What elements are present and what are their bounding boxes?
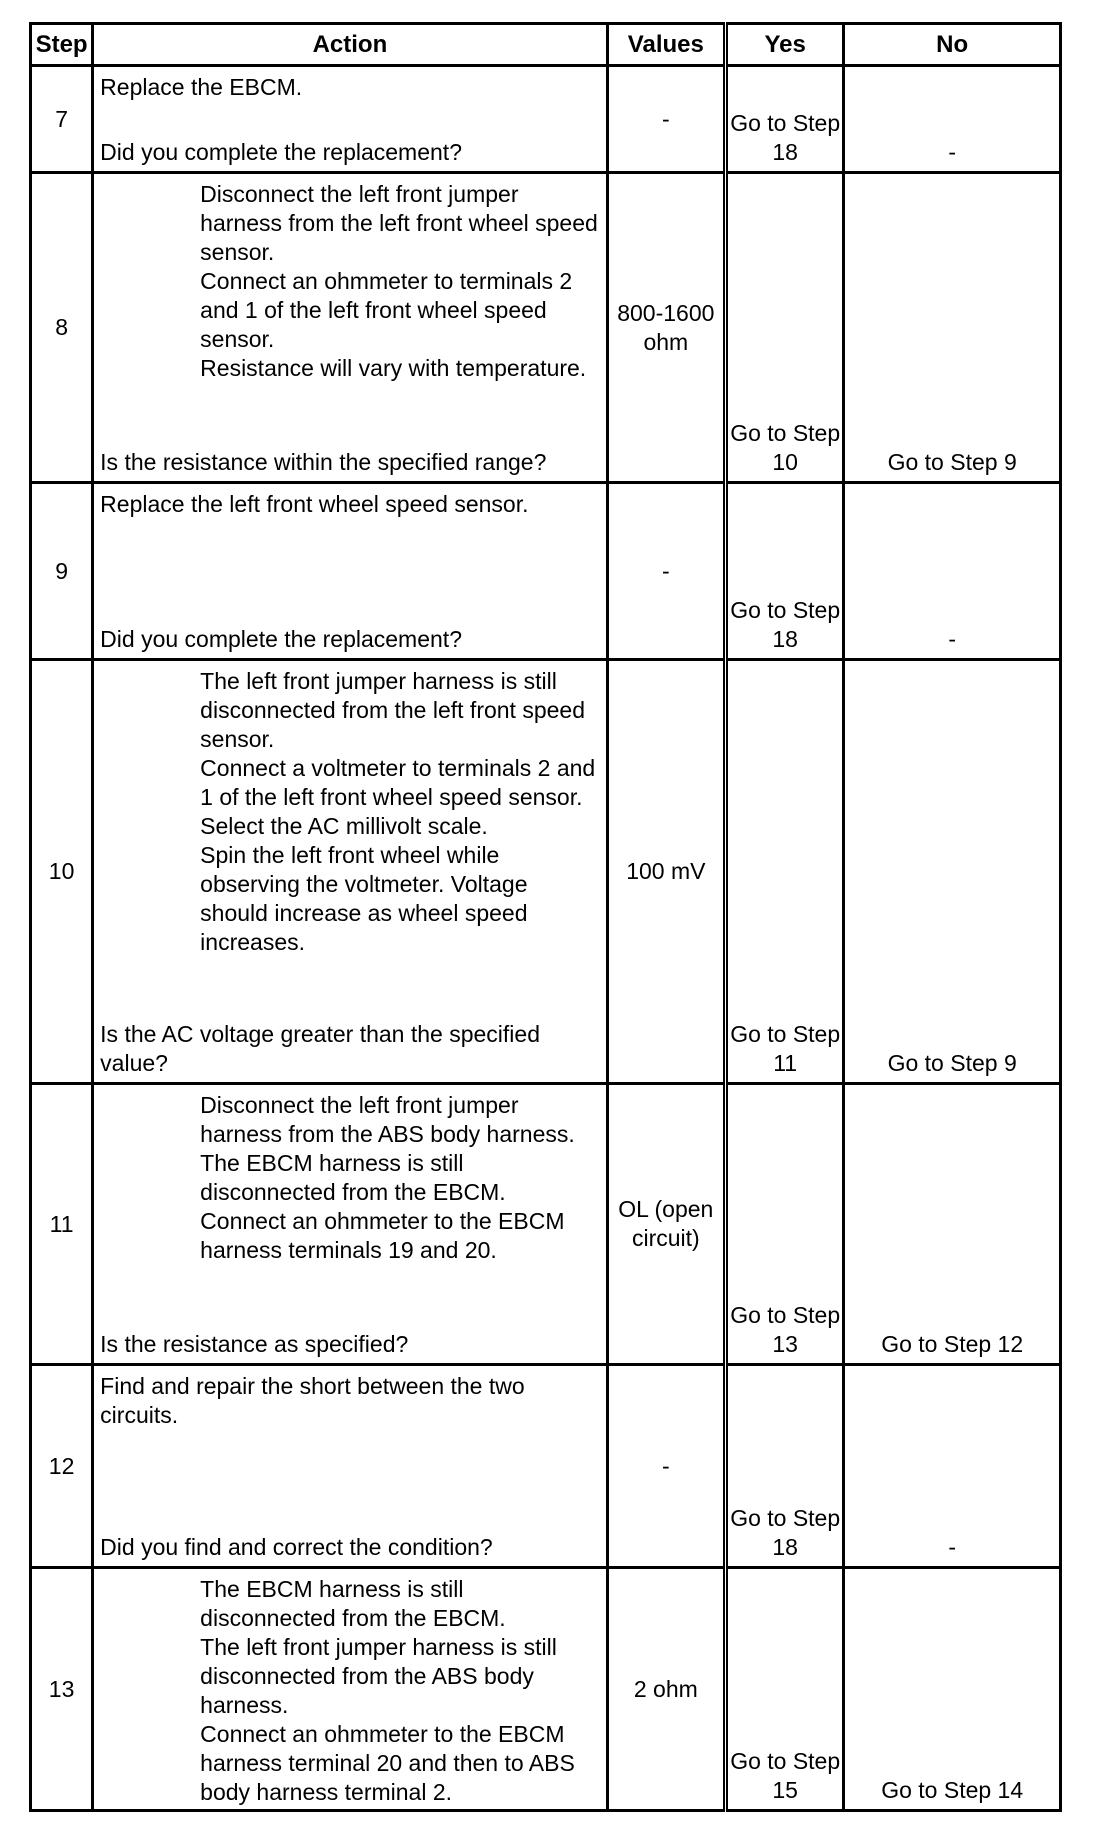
table-row [31, 1365, 1061, 1568]
action-instructions [100, 180, 599, 383]
step-number: 7 [31, 66, 93, 173]
action-cell [93, 173, 607, 483]
action-cell [93, 66, 607, 173]
yes-cell: Go to Step 15 [726, 1568, 844, 1811]
no-cell: Go to Step 14 [844, 1568, 1061, 1811]
diagnostic-table [29, 22, 1062, 1812]
action-question: Did you complete the replacement? [100, 139, 462, 165]
values-cell: OL (open circuit) [607, 1084, 725, 1365]
step-number: 13 [31, 1568, 93, 1811]
table-row [31, 660, 1061, 1084]
step-number: 11 [31, 1084, 93, 1365]
action-instructions [100, 73, 599, 102]
table-row [31, 1568, 1061, 1811]
action-cell [93, 483, 607, 660]
action-line: Resistance will vary with temperature. [200, 355, 587, 381]
action-line: The EBCM harness is still disconnected from the EBCM. [200, 1576, 506, 1631]
action-instructions [100, 1575, 599, 1807]
action-instructions [100, 667, 599, 957]
no-cell: Go to Step 9 [844, 173, 1061, 483]
action-question: Is the AC voltage greater than the specified value? [100, 1021, 541, 1076]
no-cell: Go to Step 12 [844, 1084, 1061, 1365]
no-cell: Go to Step 9 [844, 660, 1061, 1084]
no-cell: - [844, 66, 1061, 173]
values-cell: 100 mV [607, 660, 725, 1084]
action-line: Replace the left front wheel speed sensor. [100, 491, 529, 517]
action-instructions [100, 1091, 599, 1265]
header-values: Values [607, 24, 725, 66]
step-number: 8 [31, 173, 93, 483]
yes-cell: Go to Step 18 [726, 66, 844, 173]
step-number: 10 [31, 660, 93, 1084]
values-cell: - [607, 483, 725, 660]
action-line: The left front jumper harness is still disconnected from the ABS body harness. [200, 1634, 557, 1718]
header-row [31, 24, 1061, 66]
values-cell: 800-1600 ohm [607, 173, 725, 483]
action-line: Select the AC millivolt scale. [200, 813, 488, 839]
table-row [31, 483, 1061, 660]
values-cell: - [607, 1365, 725, 1568]
action-question: Did you complete the replacement? [100, 626, 462, 652]
action-line: Disconnect the left front jumper harness from the ABS body harness. [200, 1092, 575, 1147]
yes-cell: Go to Step 11 [726, 660, 844, 1084]
action-line: Connect an ohmmeter to the EBCM harness terminals 19 and 20. [200, 1208, 565, 1263]
header-action: Action [93, 24, 607, 66]
action-cell [93, 1568, 607, 1811]
no-cell: - [844, 1365, 1061, 1568]
yes-cell: Go to Step 10 [726, 173, 844, 483]
action-line: The EBCM harness is still disconnected from the EBCM. [200, 1150, 506, 1205]
values-cell: 2 ohm [607, 1568, 725, 1811]
header-step: Step [31, 24, 93, 66]
action-line: Connect an ohmmeter to terminals 2 and 1 of the left front wheel speed sensor. [200, 268, 573, 352]
step-number: 12 [31, 1365, 93, 1568]
action-cell [93, 1084, 607, 1365]
action-line: Spin the left front wheel while observing the voltmeter. Voltage should increase as wheel speed increases. [200, 842, 528, 955]
step-number: 9 [31, 483, 93, 660]
table-row [31, 173, 1061, 483]
yes-cell: Go to Step 18 [726, 1365, 844, 1568]
action-instructions [100, 490, 599, 519]
action-question: Did you find and correct the condition? [100, 1534, 493, 1560]
action-line: Disconnect the left front jumper harness from the left front wheel speed sensor. [200, 181, 598, 265]
values-cell: - [607, 66, 725, 173]
action-line: The left front jumper harness is still disconnected from the left front speed sensor. [200, 668, 586, 752]
no-cell: - [844, 483, 1061, 660]
action-line: Replace the EBCM. [100, 74, 303, 100]
action-question: Is the resistance as specified? [100, 1331, 409, 1357]
action-line: Find and repair the short between the two circuits. [100, 1373, 525, 1428]
action-question: Is the resistance within the specified range? [100, 449, 547, 475]
action-cell [93, 660, 607, 1084]
action-cell [93, 1365, 607, 1568]
table-row [31, 1084, 1061, 1365]
table-row [31, 66, 1061, 173]
action-instructions [100, 1372, 599, 1430]
action-line: Connect a voltmeter to terminals 2 and 1 of the left front wheel speed sensor. [200, 755, 596, 810]
header-yes: Yes [726, 24, 844, 66]
header-no: No [844, 24, 1061, 66]
yes-cell: Go to Step 13 [726, 1084, 844, 1365]
action-line: Connect an ohmmeter to the EBCM harness terminal 20 and then to ABS body harness terminal 2. [200, 1721, 575, 1805]
yes-cell: Go to Step 18 [726, 483, 844, 660]
